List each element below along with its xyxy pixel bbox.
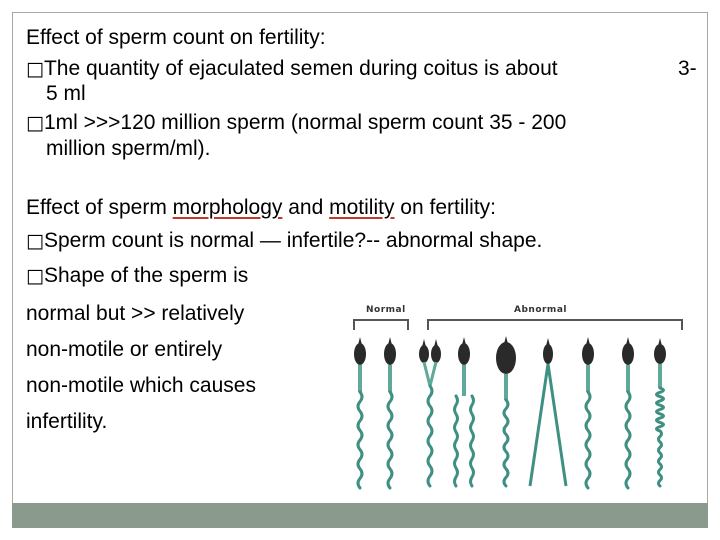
- section2-heading: [26, 196, 496, 220]
- sperm-head-2a: [419, 345, 429, 363]
- sperm-tail-4: [504, 400, 508, 486]
- sperm-diagram: [338, 296, 690, 502]
- label-abnormal: Abnormal: [514, 305, 567, 315]
- bullet-box-icon: □: [26, 230, 44, 252]
- sperm-head-1: [384, 343, 396, 365]
- sperm-head-6-tip: [586, 337, 590, 345]
- bullet2-text: 1ml >>>120 million sperm (normal sperm count 35 - 200: [43, 111, 567, 134]
- sperm-head-8: [654, 344, 666, 364]
- sperm-tail-5: [530, 364, 566, 486]
- bullet1-tail: 3-: [678, 57, 697, 80]
- sperm-head-3: [458, 343, 470, 365]
- sperm-tail-6: [586, 392, 590, 488]
- abnormal-bracket: [428, 320, 682, 330]
- sperm-tail-3b: [471, 396, 474, 486]
- sperm-head-6: [582, 343, 594, 365]
- sperm-tail-7: [626, 392, 630, 488]
- section2-bullet2-line4: non-motile which causes: [26, 374, 256, 397]
- sperm-tail-0: [358, 392, 362, 488]
- sperm-head-2a-tip: [422, 339, 426, 347]
- sperm-head-8-tip: [658, 338, 662, 346]
- sperm-head-7: [622, 343, 634, 365]
- bullet2-line2: million sperm/ml).: [46, 137, 211, 160]
- section2-bullet2-text: Shape of the sperm is: [43, 264, 249, 287]
- sperm-head-4: [496, 342, 516, 374]
- heading-motility: motility: [329, 196, 395, 219]
- bullet-box-icon: □: [26, 58, 44, 80]
- normal-bracket: [354, 320, 408, 330]
- bullet1-line2: 5 ml: [46, 82, 86, 105]
- sperm-group: [354, 336, 666, 488]
- sperm-head-2b: [431, 345, 441, 363]
- sperm-head-5-tip: [546, 338, 550, 346]
- bullet1-line1: [26, 57, 558, 81]
- bullet-box-icon: □: [26, 112, 44, 134]
- sperm-head-7-tip: [626, 337, 630, 345]
- sperm-morphology-figure: [338, 296, 690, 502]
- sperm-head-5: [543, 344, 553, 364]
- heading-mid: and: [282, 196, 330, 219]
- section2-bullet1-text: Sperm count is normal — infertile?-- abnormal shape.: [43, 229, 543, 252]
- heading-pre: Effect of sperm: [26, 196, 173, 219]
- bullet1-text: The quantity of ejaculated semen during coitus is about: [43, 57, 558, 80]
- sperm-tail-1: [388, 392, 392, 488]
- sperm-tail-2: [428, 386, 432, 486]
- section2-bullet2-line5: infertility.: [26, 410, 108, 433]
- sperm-head-1-tip: [388, 337, 392, 345]
- sperm-head-0-tip: [358, 337, 362, 345]
- sperm-neck-2: [424, 362, 436, 386]
- sperm-head-0: [354, 343, 366, 365]
- footer-bar: [12, 503, 708, 528]
- section2-bullet1: [26, 229, 542, 253]
- label-normal: Normal: [366, 305, 406, 315]
- section2-bullet2-line1: [26, 264, 248, 288]
- section1-heading: Effect of sperm count on fertility:: [26, 26, 326, 49]
- sperm-head-2b-tip: [434, 339, 438, 347]
- section2-bullet2-line2: normal but >> relatively: [26, 302, 245, 325]
- bullet-box-icon: □: [26, 265, 44, 287]
- sperm-tail-coil-8: [657, 388, 664, 431]
- heading-morphology: morphology: [172, 196, 283, 219]
- sperm-head-3-tip: [462, 337, 466, 345]
- bullet2-line1: [26, 111, 566, 135]
- sperm-head-4-tip: [504, 336, 508, 344]
- sperm-tail-8: [659, 431, 662, 486]
- sperm-tail-3a: [455, 396, 458, 486]
- heading-post: on fertility:: [394, 196, 497, 219]
- section2-bullet2-line3: non-motile or entirely: [26, 338, 223, 361]
